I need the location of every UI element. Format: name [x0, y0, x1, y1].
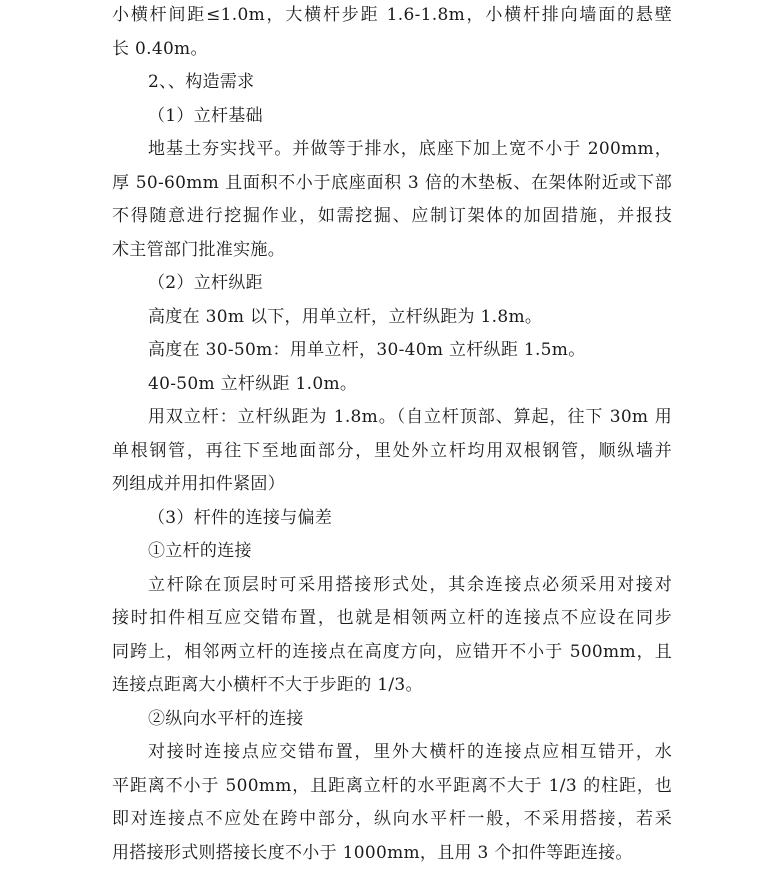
text-line: 平距离不小于 500mm，且距离立杆的水平距离不大于 1/3 的柱距，也: [112, 775, 672, 796]
text-line: ①立杆的连接: [148, 541, 252, 561]
text-line: 连接点距离大小横杆不大于步距的 1/3。: [112, 675, 423, 695]
text-line: 即对连接点不应处在跨中部分，纵向水平杆一般，不采用搭接，若采: [112, 809, 672, 829]
text-line: 接时扣件相互应交错布置，也就是相领两立杆的连接点不应设在同步: [112, 608, 672, 628]
text-line: （2）立杆纵距: [148, 273, 263, 293]
text-line: （1）立杆基础: [148, 105, 263, 126]
text-line: 地基土夯实找平。并做等于排水，底座下加上宽不小于 200mm，: [148, 139, 672, 159]
text-line: ②纵向水平杆的连接: [148, 708, 304, 729]
text-line: 对接时连接点应交错布置，里外大横杆的连接点应相互错开，水: [148, 742, 672, 762]
text-line: 高度在 30-50m：用单立杆，30-40m 立杆纵距 1.5m。: [148, 340, 586, 360]
text-line: 立杆除在顶层时可采用搭接形式处，其余连接点必须采用对接对: [148, 574, 672, 595]
text-line: （3）杆件的连接与偏差: [148, 507, 333, 528]
text-line: 单根钢管，再往下至地面部分，里处外立杆均用双根钢管，顺纵墙并: [112, 440, 672, 461]
text-line: 2、、构造需求: [148, 72, 255, 92]
text-line: 高度在 30m 以下，用单立杆，立杆纵距为 1.8m。: [148, 306, 543, 327]
text-line: 用双立杆：立杆纵距为 1.8m。（自立杆顶部、算起，往下 30m 用: [148, 407, 672, 427]
text-line: 40-50m 立杆纵距 1.0m。: [148, 373, 358, 394]
text-line: 长 0.40m。: [112, 38, 208, 59]
text-line: 不得随意进行挖掘作业，如需挖掘、应制订架体的加固措施，并报技: [112, 206, 672, 226]
text-line: 用搭接形式则搭接长度不小于 1000mm，且用 3 个扣件等距连接。: [112, 842, 633, 863]
text-line: 小横杆间距≤1.0m，大横杆步距 1.6-1.8m，小横杆排向墙面的悬壁: [112, 5, 672, 25]
text-line: 列组成并用扣件紧固）: [112, 474, 285, 494]
text-line: 术主管部门批准实施。: [112, 239, 285, 260]
text-line: 厚 50-60mm 且面积不小于底座面积 3 倍的木垫板、在架体附近或下部: [112, 172, 672, 193]
text-line: 同跨上，相邻两立杆的连接点在高度方向，应错开不小于 500mm，且: [112, 641, 672, 662]
